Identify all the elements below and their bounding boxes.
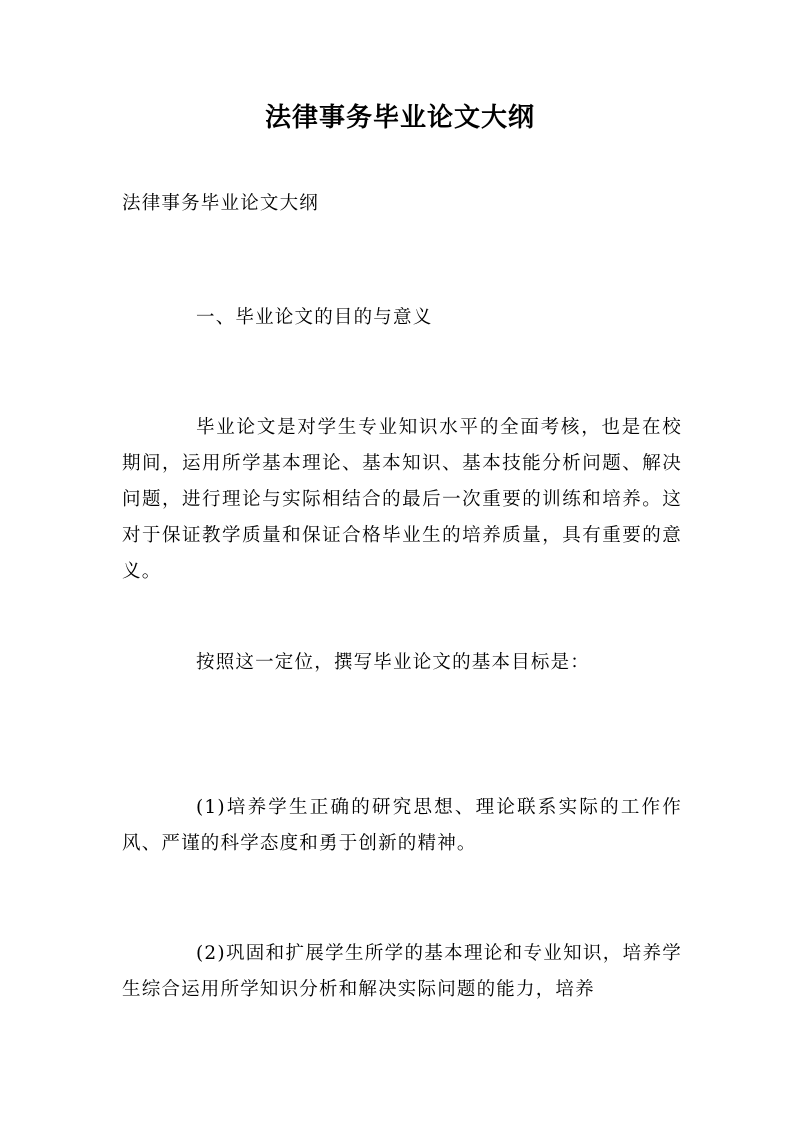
document-title: 法律事务毕业论文大纲 <box>264 103 535 133</box>
paragraph-goal-intro: 按照这一定位，撰写毕业论文的基本目标是： <box>196 652 591 673</box>
paragraph-goal-2: (2)巩固和扩展学生所学的基本理论和专业知识，培养学生综合运用所学知识分析和解决实际问题的能力，培养 <box>122 943 682 1000</box>
paragraph-goal-1: (1)培养学生正确的研究思想、理论联系实际的工作作风、严谨的科学态度和勇于创新的精神。 <box>122 797 682 854</box>
section-heading: 一、毕业论文的目的与意义 <box>196 307 433 328</box>
paragraph-purpose: 毕业论文是对学生专业知识水平的全面考核，也是在校期间，运用所学基本理论、基本知识、基本技能分析问题、解决问题，进行理论与实际相结合的最后一次重要的训练和培养。这对于保证教学质量和保证合格毕业生的培养质量，具有重要的意义。 <box>122 417 682 582</box>
document-subtitle: 法律事务毕业论文大纲 <box>122 193 320 214</box>
